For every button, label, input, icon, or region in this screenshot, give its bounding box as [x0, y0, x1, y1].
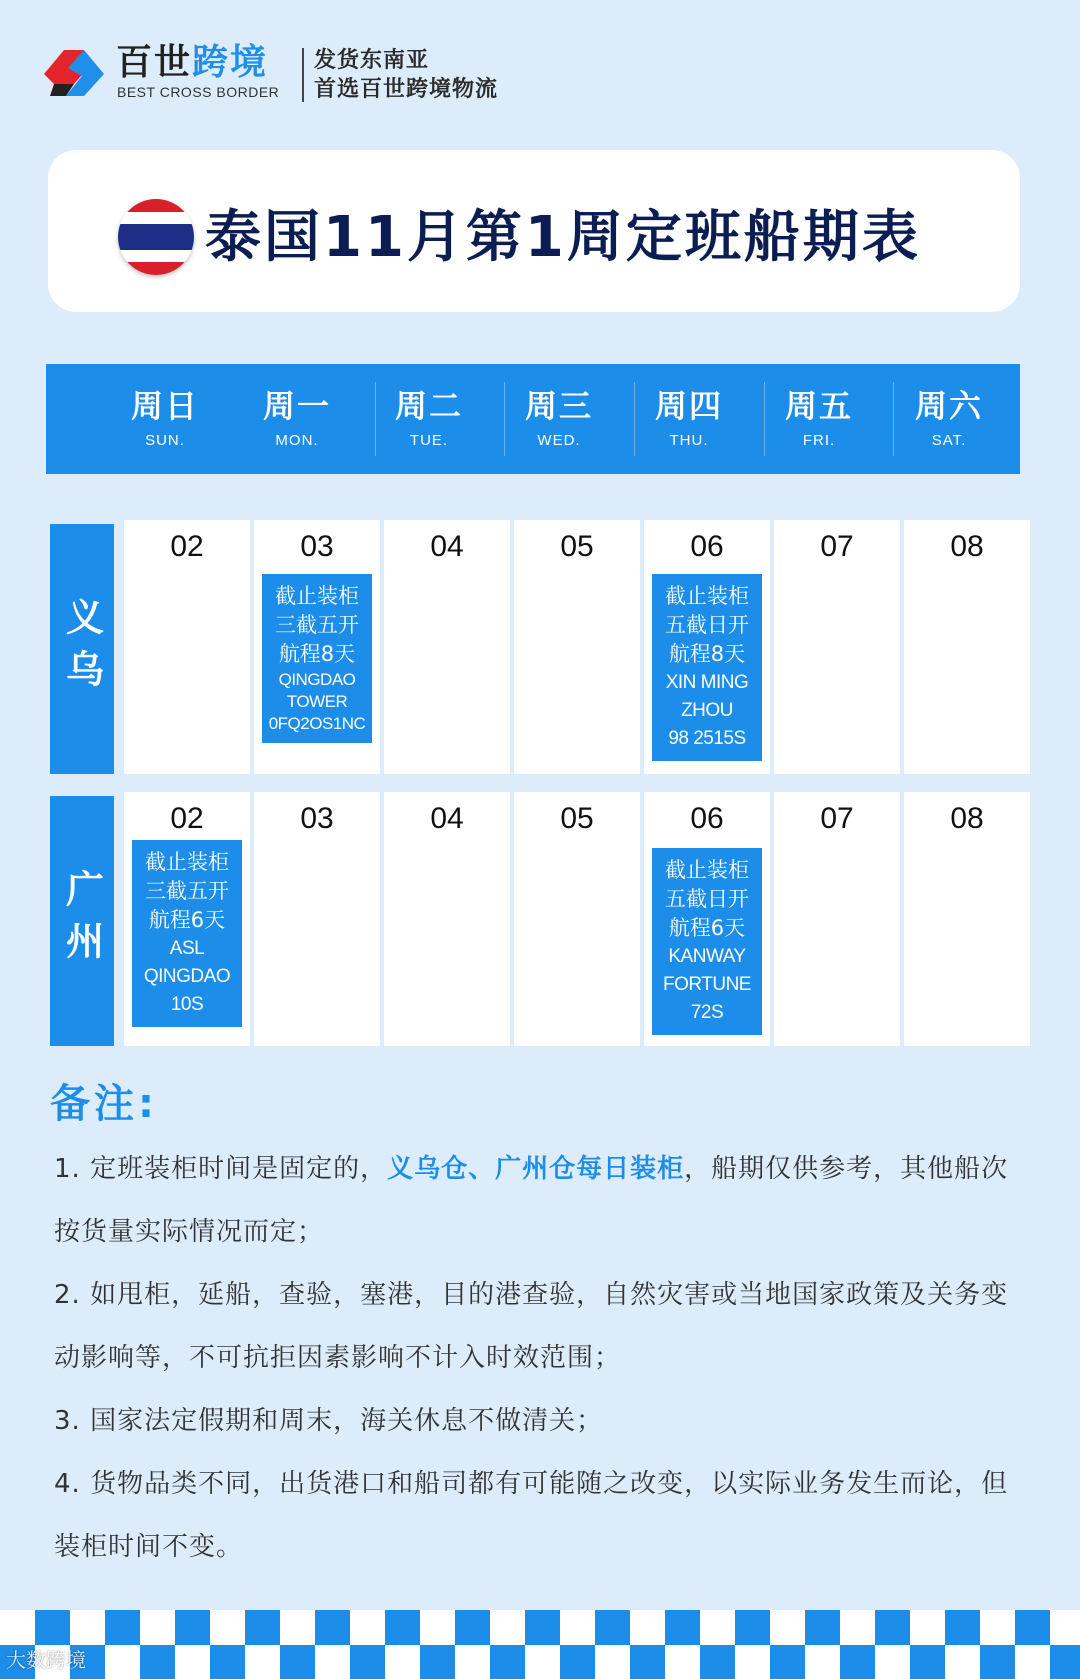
date-number: 05	[560, 530, 594, 563]
shipment-card	[132, 840, 242, 1027]
date-number: 03	[300, 802, 334, 835]
date-cell	[774, 792, 900, 1046]
brand-slogan	[314, 46, 498, 104]
note-1-pre: 1. 定班装柜时间是固定的，	[54, 1154, 388, 1184]
brand-logo-icon	[40, 44, 108, 102]
note-1	[54, 1138, 1014, 1264]
date-cell	[644, 792, 770, 1046]
thailand-flag-icon	[118, 199, 194, 275]
note-1-highlight: 义乌仓、广州仓每日装柜	[387, 1154, 685, 1184]
date-number: 05	[560, 802, 594, 835]
note-4: 4. 货物品类不同，出货港口和船司都有可能随之改变，以实际业务发生而论，但装柜时间不变。	[54, 1469, 1009, 1562]
day-label-cn: 周五	[784, 387, 853, 425]
date-number: 07	[820, 530, 854, 563]
page-title: 泰国11月第1周定班船期表	[205, 205, 921, 270]
day-label-cn: 周三	[524, 387, 593, 425]
date-cell	[904, 792, 1030, 1046]
brand-name-right: 跨境	[192, 42, 269, 83]
day-label-en: WED.	[537, 432, 581, 449]
date-number: 06	[690, 530, 724, 563]
ship-line: KANWAY	[668, 946, 746, 967]
day-sat	[884, 364, 1014, 474]
brand-name-left: 百世	[116, 42, 193, 83]
day-tue	[364, 364, 494, 474]
ship-line: 72S	[690, 1002, 724, 1023]
note-3: 3. 国家法定假期和周末，海关休息不做清关；	[54, 1406, 604, 1436]
date-number: 08	[950, 530, 984, 563]
ship-line: 五截日开	[665, 613, 749, 637]
note-1-post: ，船期仅供参考，其他船次按货量实际情况而定；	[54, 1154, 1009, 1247]
day-thu	[624, 364, 754, 474]
ship-line: 截止装柜	[665, 858, 749, 882]
brand-divider	[302, 48, 304, 102]
slogan-line-1: 发货东南亚	[314, 48, 430, 73]
date-number: 07	[820, 802, 854, 835]
ship-line: 航程6天	[668, 916, 746, 940]
shipment-card	[652, 848, 762, 1035]
ship-line: 10S	[170, 994, 204, 1015]
date-cell	[904, 520, 1030, 774]
day-sun	[100, 364, 230, 474]
date-number: 08	[950, 802, 984, 835]
weekday-header	[46, 364, 1020, 474]
date-number: 02	[170, 802, 204, 835]
date-cell	[254, 792, 380, 1046]
date-number: 06	[690, 802, 724, 835]
ship-line: FORTUNE	[663, 974, 751, 995]
date-cell	[124, 520, 250, 774]
day-label-cn: 周六	[914, 387, 983, 425]
ship-line: 航程8天	[668, 642, 746, 666]
ship-line: 航程6天	[148, 908, 226, 932]
ship-line: 截止装柜	[665, 584, 749, 608]
ship-line: 三截五开	[145, 879, 229, 903]
date-cell	[124, 792, 250, 1046]
day-label-en: THU.	[669, 432, 709, 449]
date-cell	[384, 520, 510, 774]
day-label-en: SUN.	[145, 432, 185, 449]
day-label-en: SAT.	[931, 432, 967, 449]
ship-line: QINGDAO	[278, 670, 356, 689]
shipment-card	[262, 574, 372, 743]
day-label-en: FRI.	[802, 432, 836, 449]
checker-footer	[0, 1610, 1080, 1679]
ship-line: ZHOU	[681, 700, 733, 721]
shipment-card	[652, 574, 762, 761]
brand-name-en: BEST CROSS BORDER	[117, 84, 280, 100]
ship-line: 五截日开	[665, 887, 749, 911]
date-number: 04	[430, 802, 464, 835]
day-label-cn: 周四	[654, 387, 723, 425]
day-mon	[232, 364, 362, 474]
ship-line: 截止装柜	[145, 850, 229, 874]
day-fri	[754, 364, 884, 474]
ship-line: 三截五开	[275, 613, 359, 637]
date-cell	[254, 520, 380, 774]
date-cell	[514, 792, 640, 1046]
ship-line: 航程8天	[278, 642, 356, 666]
ship-line: 截止装柜	[275, 584, 359, 608]
ship-line: TOWER	[286, 692, 348, 711]
date-cell	[644, 520, 770, 774]
day-label-cn: 周日	[130, 387, 199, 425]
watermark: 大数跨境	[6, 1648, 86, 1672]
day-label-cn: 周二	[394, 387, 463, 425]
day-wed	[494, 364, 624, 474]
brand-name	[116, 40, 268, 86]
ship-line: 0FQ2OS1NC	[268, 714, 366, 733]
ship-line: XIN MING	[665, 672, 749, 693]
date-cell	[514, 520, 640, 774]
date-cell	[774, 520, 900, 774]
note-2: 2. 如甩柜，延船，查验，塞港，目的港查验，自然灾害或当地国家政策及关务变动影响等，不可抗拒因素影响不计入时效范围；	[54, 1280, 1009, 1373]
day-label-en: TUE.	[409, 432, 449, 449]
notes-heading: 备注:	[50, 1081, 158, 1127]
ship-line: 98 2515S	[668, 728, 746, 749]
ship-line: ASL	[169, 938, 205, 959]
date-number: 03	[300, 530, 334, 563]
notes-body	[54, 1138, 1014, 1579]
date-cell	[384, 792, 510, 1046]
city-label-guangzhou: 广州	[50, 796, 114, 1046]
ship-line: QINGDAO	[143, 966, 231, 987]
date-number: 02	[170, 530, 204, 563]
city-label-yiwu: 义乌	[50, 524, 114, 774]
date-number: 04	[430, 530, 464, 563]
day-label-cn: 周一	[262, 387, 331, 425]
slogan-line-2: 首选百世跨境物流	[314, 77, 499, 102]
day-label-en: MON.	[275, 432, 319, 449]
